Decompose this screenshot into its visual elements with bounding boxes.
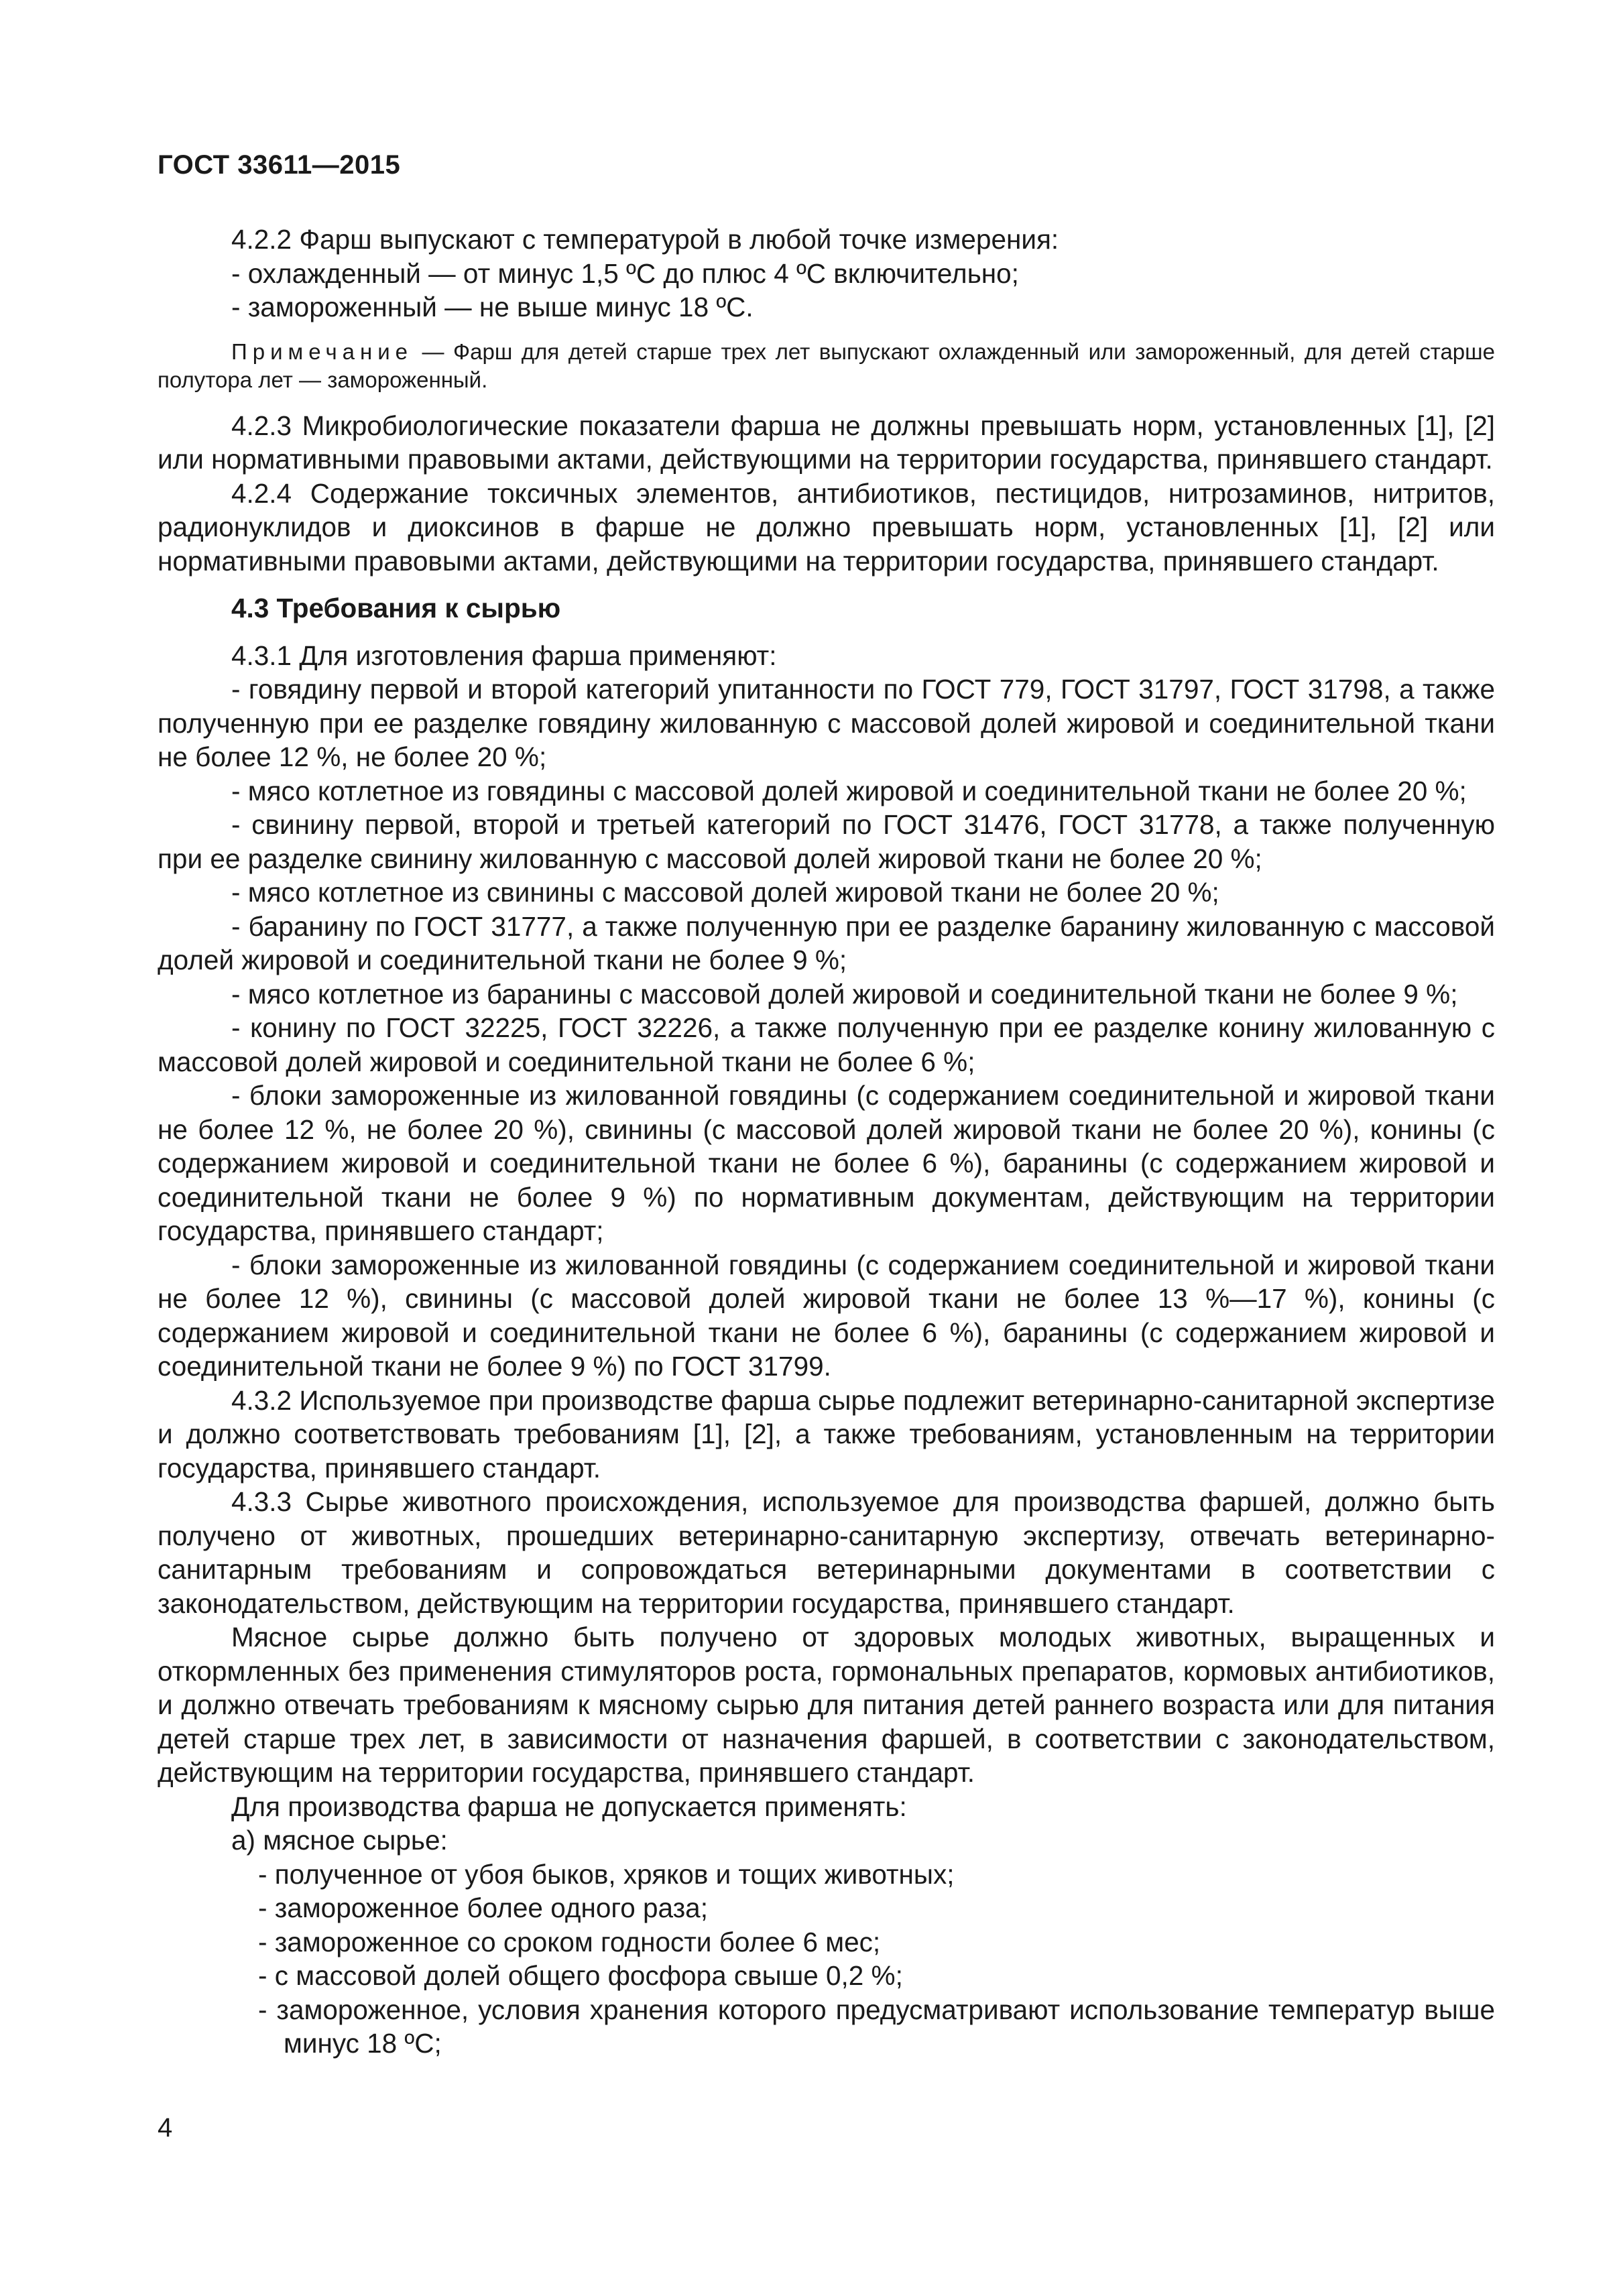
- list-item: - баранину по ГОСТ 31777, а также полученную при ее разделке баранину жилованную с массовой долей жировой и соединительной ткани не более 9 %;: [158, 910, 1495, 975]
- clause-4-2-2: 4.2.2 Фарш выпускают с температурой в любой точке измерения:: [231, 224, 1059, 255]
- clause-4-3-1: 4.3.1 Для изготовления фарша применяют:: [231, 640, 777, 671]
- clause-4-2-3: 4.2.3 Микробиологические показатели фарша не должны превышать норм, установленных [1], [2] или нормативными правовыми актами, действующими на территории государства, принявшего стандарт.: [158, 410, 1495, 475]
- list-item: - полученное от убоя быков, хряков и тощих животных;: [258, 1858, 955, 1890]
- note-label: Примечание: [231, 339, 414, 364]
- clause-4-3-3: 4.3.3 Сырье животного происхождения, используемое для производства фаршей, должно быть получено от животных, прошедших ветеринарно-санитарную экспертизу, отвечать ветеринарно-санитарным требованиям и сопровождаться ветеринарными документами в соответствии с законодательством, действующим на территории государства, принявшего стандарт.: [158, 1486, 1495, 1619]
- note: [158, 338, 1495, 394]
- page-number: 4: [158, 2113, 173, 2142]
- list-item: - конину по ГОСТ 32225, ГОСТ 32226, а также полученную при ее разделке конину жилованную с массовой долей жировой и соединительной ткани не более 6 %;: [158, 1012, 1495, 1077]
- list-item: - говядину первой и второй категорий упитанности по ГОСТ 779, ГОСТ 31797, ГОСТ 31798, а также полученную при ее разделке говядину жилованную с массовой долей жировой и соединительной ткани не более 12 %, не более 20 %;: [158, 674, 1495, 772]
- list-item: - блоки замороженные из жилованной говядины (с содержанием соединительной и жировой ткани не более 12 %), свинины (с массовой долей жировой ткани не более 13 %—17 %), конины (с содержанием жировой и соединительной ткани не более 6 %), баранины (с содержанием жировой и соединительной ткани не более 9 %) по ГОСТ 31799.: [158, 1249, 1495, 1382]
- list-item: - замороженное более одного раза;: [258, 1892, 708, 1923]
- document-body: [158, 223, 1495, 2061]
- list-item: - мясо котлетное из свинины с массовой долей жировой ткани не более 20 %;: [231, 877, 1219, 908]
- clause-4-2-4: 4.2.4 Содержание токсичных элементов, антибиотиков, пестицидов, нитрозаминов, нитритов, радионуклидов и диоксинов в фарше не должно превышать норм, установленных [1], [2] или нормативными правовыми актами, действующими на территории государства, принявшего стандарт.: [158, 477, 1495, 577]
- paragraph: Для производства фарша не допускается применять:: [231, 1791, 907, 1822]
- list-item: - мясо котлетное из говядины с массовой долей жировой и соединительной ткани не более 20 %;: [231, 775, 1467, 806]
- note-text: — Фарш для детей старше трех лет выпускают охлажденный или замороженный, для детей старше полутора лет — замороженный.: [158, 339, 1495, 392]
- list-item: - с массовой долей общего фосфора свыше 0,2 %;: [258, 1960, 903, 1991]
- list-item: - замороженное со сроком годности более 6 мес;: [258, 1926, 881, 1957]
- section-heading-4-3: 4.3 Требования к сырью: [231, 593, 561, 623]
- list-item: - свинину первой, второй и третьей категорий по ГОСТ 31476, ГОСТ 31778, а также полученную при ее разделке свинину жилованную с массовой долей жировой ткани не более 20 %;: [158, 809, 1495, 874]
- list-item: а) мясное сырье:: [231, 1825, 448, 1856]
- paragraph: Мясное сырье должно быть получено от здоровых молодых животных, выращенных и откормленных без применения стимуляторов роста, гормональных препаратов, кормовых антибиотиков, и должно отвечать требованиям к мясному сырью для питания детей раннего возраста или для питания детей старше трех лет, в зависимости от назначения фаршей, в соответствии с законодательством, действующим на территории государства, принявшего стандарт.: [158, 1622, 1495, 1788]
- list-item: - охлажденный — от минус 1,5 ºС до плюс 4 ºС включительно;: [231, 257, 1019, 289]
- clause-4-3-2: 4.3.2 Используемое при производстве фарша сырье подлежит ветеринарно-санитарной экспертизе и должно соответствовать требованиям [1], [2], а также требованиям, установленным на территории государства, принявшего стандарт.: [158, 1384, 1495, 1484]
- list-item: - блоки замороженные из жилованной говядины (с содержанием соединительной и жировой ткани не более 12 %, не более 20 %), свинины (с массовой долей жировой ткани не более 20 %), конины (с содержанием жировой и соединительной ткани не более 6 %), баранины (с содержанием жировой и соединительной ткани не более 9 %) по нормативным документам, действующим на территории государства, принявшего стандарт;: [158, 1080, 1495, 1246]
- list-item: - замороженный — не выше минус 18 ºС.: [231, 292, 754, 322]
- list-item: - замороженное, условия хранения которого предусматривают использование температур выше минус 18 ºС;: [258, 1994, 1495, 2059]
- document-header: ГОСТ 33611—2015: [158, 150, 401, 180]
- list-item: - мясо котлетное из баранины с массовой долей жировой и соединительной ткани не более 9 %;: [231, 978, 1458, 1010]
